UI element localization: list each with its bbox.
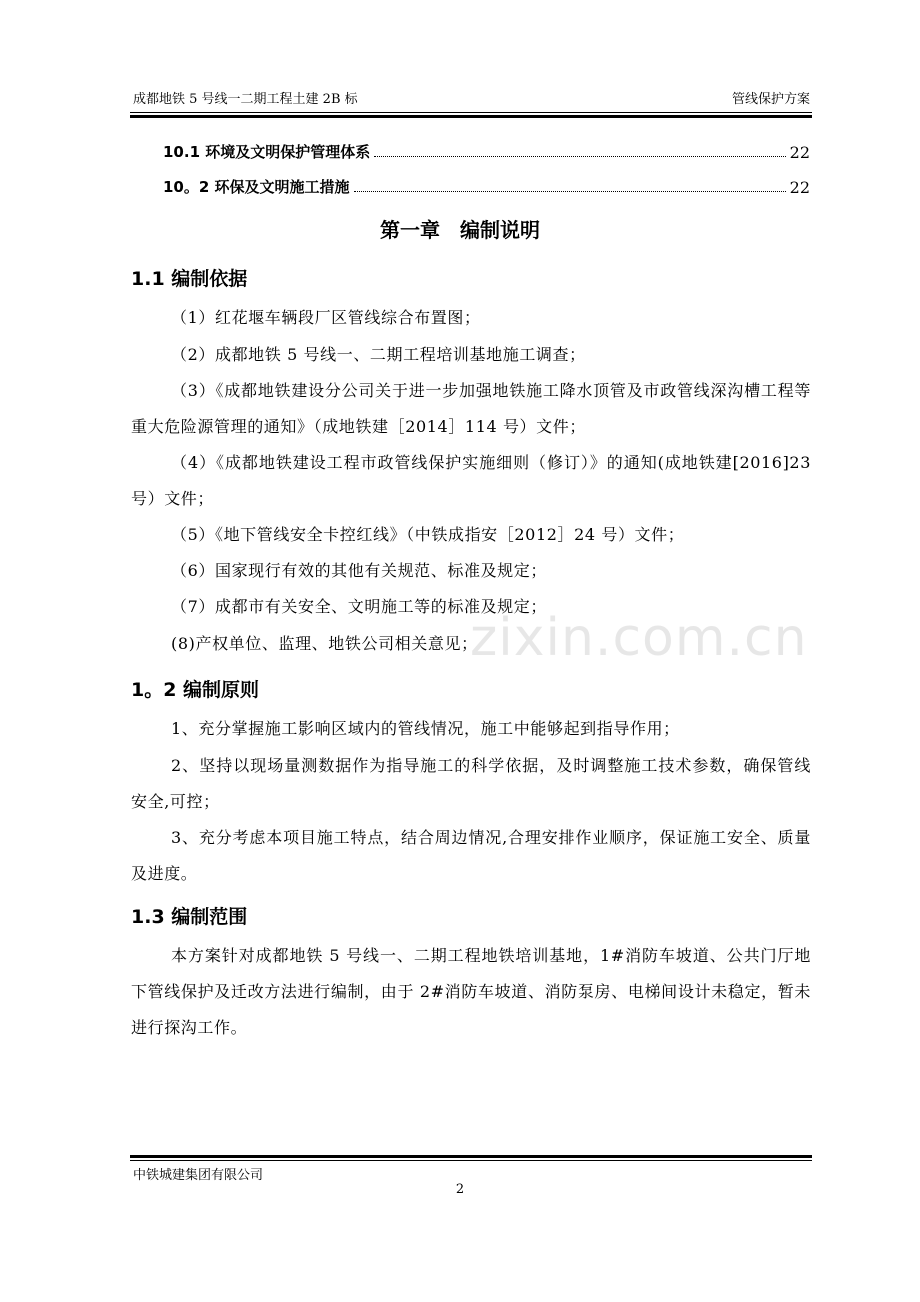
watermark: zixin.com.cn [470, 608, 808, 668]
toc-entry[interactable] [163, 173, 810, 197]
toc-entry[interactable] [163, 138, 810, 162]
footer-company-name: 中铁城建集团有限公司 [133, 1168, 264, 1183]
header-project-title: 成都地铁 5 号线一二期工程土建 2B 标 [133, 92, 358, 107]
list-item: （1）红花堰车辆段厂区管线综合布置图； [171, 308, 481, 327]
toc-leader-dots [354, 191, 786, 192]
toc-entry-page: 22 [789, 143, 810, 162]
toc-entry-label: 10.1 环境及文明保护管理体系 [163, 143, 371, 161]
list-item: (8)产权单位、监理、地铁公司相关意见； [171, 634, 478, 653]
list-item: （4）《成都地铁建设工程市政管线保护实施细则（修订）》的通知(成地铁建[2016]23 号）文件； [131, 453, 811, 508]
list-item: 3、充分考虑本项目施工特点，结合周边情况,合理安排作业顺序，保证施工安全、质量及进度。 [131, 828, 811, 883]
toc-leader-dots [374, 156, 785, 157]
page-number: 2 [455, 1182, 465, 1197]
body-paragraph: 本方案针对成都地铁 5 号线一、二期工程地铁培训基地，1#消防车坡道、公共门厅地下管线保护及迁改方法进行编制，由于 2#消防车坡道、消防泵房、电梯间设计未稳定，暂未进行探沟工作。 [131, 946, 811, 1037]
footer-divider-thick [130, 1155, 812, 1158]
list-item: （6）国家现行有效的其他有关规范、标准及规定； [171, 561, 547, 580]
list-item: （2）成都地铁 5 号线一、二期工程培训基地施工调查； [171, 345, 586, 364]
list-item: （3）《成都地铁建设分公司关于进一步加强地铁施工降水顶管及市政管线深沟槽工程等重大危险源管理的通知》（成地铁建［2014］114 号）文件； [131, 381, 811, 436]
toc-entry-label: 10。2 环保及文明施工措施 [163, 178, 350, 196]
footer-divider [130, 1160, 812, 1161]
header-divider-thick [130, 115, 812, 118]
list-item: （7）成都市有关安全、文明施工等的标准及规定； [171, 597, 547, 616]
list-item: 1、充分掌握施工影响区域内的管线情况，施工中能够起到指导作用； [171, 719, 680, 738]
toc-entry-page: 22 [789, 178, 810, 197]
section-heading: 1.1 编制依据 [131, 268, 248, 290]
header-divider [130, 112, 812, 113]
header-document-title: 管线保护方案 [731, 92, 810, 107]
section-heading: 1。2 编制原则 [131, 679, 260, 701]
section-heading: 1.3 编制范围 [131, 906, 248, 928]
chapter-title: 第一章 编制说明 [380, 218, 540, 242]
list-item: （5）《地下管线安全卡控红线》（中铁成指安［2012］24 号）文件； [171, 525, 685, 544]
list-item: 2、坚持以现场量测数据作为指导施工的科学依据，及时调整施工技术参数，确保管线安全,可控； [131, 756, 811, 811]
